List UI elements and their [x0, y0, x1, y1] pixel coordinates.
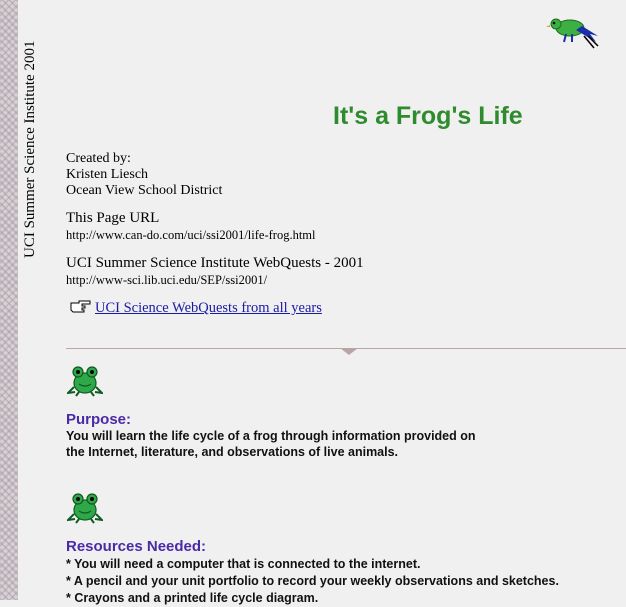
purpose-text [66, 428, 476, 460]
purpose-line: the Internet, literature, and observations of live animals. [66, 445, 399, 459]
resources-heading: Resources Needed: [66, 538, 207, 555]
all-years-link[interactable]: UCI Science WebQuests from all years [95, 300, 322, 316]
decorative-side-strip [0, 0, 18, 600]
bird-icon [546, 14, 600, 50]
resources-list [66, 556, 559, 607]
frog-icon [67, 365, 103, 397]
divider-notch [340, 348, 358, 355]
page-url: http://www.can-do.com/uci/ssi2001/life-frog.html [66, 228, 316, 242]
institute-label: UCI Summer Science Institute WebQuests - 2001 [66, 255, 364, 271]
school-district: Ocean View School District [66, 183, 223, 198]
resource-item: * You will need a computer that is connected to the internet. [66, 557, 421, 571]
resource-item: * A pencil and your unit portfolio to record your weekly observations and sketches. [66, 574, 559, 588]
page-url-label: This Page URL [66, 210, 160, 226]
institute-url: http://www-sci.lib.uci.edu/SEP/ssi2001/ [66, 273, 268, 287]
frog-icon [67, 492, 103, 524]
resource-item: * Crayons and a printed life cycle diagram. [66, 591, 319, 605]
purpose-line: You will learn the life cycle of a frog through information provided on [66, 429, 476, 443]
purpose-heading: Purpose: [66, 411, 132, 428]
pointing-hand-icon [70, 299, 92, 313]
created-by-label: Created by: [66, 151, 131, 166]
sidebar-vertical-text: UCI Summer Science Institute 2001 [22, 40, 38, 258]
author-name: Kristen Liesch [66, 167, 149, 182]
page-title: It's a Frog's Life [333, 102, 523, 130]
